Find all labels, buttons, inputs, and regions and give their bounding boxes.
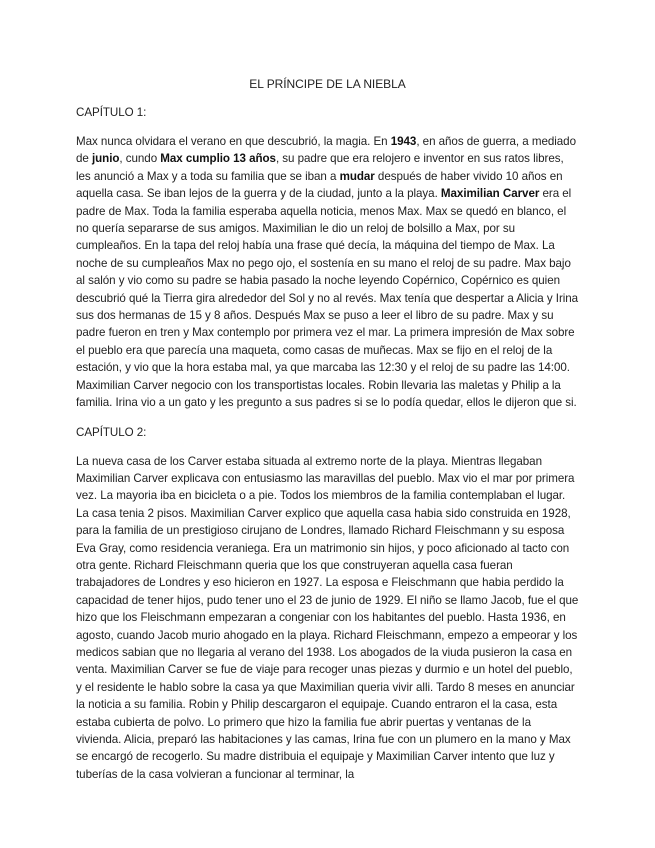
- chapter-1-heading: CAPÍTULO 1:: [76, 106, 147, 119]
- chapter-2-heading: CAPÍTULO 2:: [76, 425, 147, 439]
- bold-birthday: Max cumplio 13 años: [160, 152, 276, 166]
- chapter-2-paragraph: La nueva casa de los Carver estaba situada al extremo norte de la playa. Mientras llegaban Maximilian Carver explicava con entusiasmo las maravillas del pueblo. Max vio el mar por primera vez. La mayoria iba en bicicleta o a pie. Todos los miembros de la familia contemplaban el lugar. La casa tenia 2 pisos. Maximilian Carver explico que aquella casa habia sido construida en 1928, para la familia de un prestigioso cirujano de Londres, llamado Richard Fleischmann y su esposa Eva Gray, como residencia veraniega. Era un matrimonio sin hijos, y poco aficionado al tacto con otra gente. Richard Fleischmann queria que los que construyeran aquella casa fueran trabajadores de Londres y eso hicieron en 1927. La esposa e Fleischmann que habia perdido la capacidad de tener hijos, pudo tener uno el 23 de junio de 1929. El niño se llamo Jacob, fue el que hizo que los Fleischmann empezaran a congeniar con los habitantes del pueblo. Hasta 1936, en agosto, cuando Jacob murio ahogado en la playa. Richard Fleischmann, empezo a empeorar y los medicos sabian que no llegaria al verano del 1938. Los abogados de la viuda pusieron la casa en venta. Maximilian Carver se fue de viaje para recoger unas piezas y durmio e un hotel del pueblo, y el residente le hablo sobre la casa ya que Maximilian queria vivir alli. Tardo 8 meses en anunciar la noticia a su familia. Robin y Philip descargaron el equipaje. Cuando entraron el la casa, esta estaba cubierta de polvo. Lo primero que hizo la familia fue abrir puertas y ventanas de la vivienda. Alicia, preparó las habitaciones y las camas, Irina fue con un plumero en la mano y Max se encargó de recogerlo. Su madre distribuia el equipaje y Maximilian Carver intento que luz y tuberías de la casa volvieran a funcionar al terminar, la: [76, 454, 579, 781]
- bold-year: 1943: [390, 135, 417, 148]
- bold-name: Maximilian Carver: [440, 187, 540, 201]
- bold-mudar: mudar: [339, 169, 375, 183]
- text-run: , cundo: [119, 152, 161, 166]
- chapter-1-paragraph: [76, 133, 579, 412]
- text-run: después de haber vivido 10 años en aquella casa. Se iban lejos de la guerra y de la ciudad, junto a la playa.: [76, 169, 563, 201]
- bold-month: junio: [91, 152, 120, 166]
- text-run: era el padre de Max. Toda la familia esperaba aquella noticia, menos Max. Max se quedó en blanco, el no quería separarse de sus amigos. Maximilian le dio un reloj de bolsillo a Max, por su cumpleaños. En la tapa del reloj había una frase qué decía, la máquina del tiempo de Max. La noche de su cumpleaños Max no pego ojo, el sostenía en su mano el reloj de su padre. Max bajo al salón y vio como su padre se habia pasado la noche leyendo Copérnico, Copérnico es quien descubrió qué la Tierra gira alrededor del Sol y no al revés. Max tenía que despertar a Alicia y Irina sus dos hermanas de 15 y 8 años. Después Max se puso a leer el libro de su padre. Max y su padre fueron en tren y Max contemplo por primera vez el mar. La primera impresión de Max sobre el pueblo era que parecía una maqueta, como casas de muñecas. Max se fijo en el reloj de la estación, y vio que la hora estaba mal, ya que marcaba las 12:30 y el reloj de su padre las 14:00. Maximilian Carver negocio con los transportistas locales. Robin llevaria las maletas y Philip a la familia. Irina vio a un gato y les pregunto a sus padres si se lo podía quedar, ellos le dijeron que si.: [76, 187, 579, 410]
- text-run: Max nunca olvidara el verano en que descubrió, la magia. En: [76, 135, 391, 148]
- text-run: , su padre que era relojero e inventor en sus ratos libres, les anunció a Max y a toda su familia que se iban a: [76, 152, 564, 183]
- document-title: EL PRÍNCIPE DE LA NIEBLA: [249, 77, 406, 91]
- text-run: , en años de guerra, a mediado de: [76, 135, 576, 166]
